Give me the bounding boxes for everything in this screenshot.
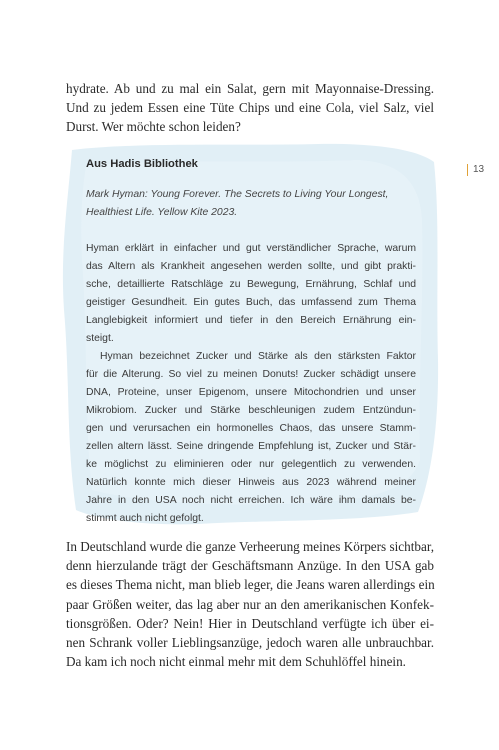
text-line: tionsgrößen. Oder? Nein! Hier in Deutschland verfügte ich über ei-	[66, 615, 434, 631]
book-review	[86, 240, 416, 528]
text-line: Durst. Wer möchte schon leiden?	[66, 119, 241, 135]
review-line: DNA, Proteine, unser Epigenom, unsere Mitochondrien und unser	[86, 387, 416, 398]
outro-paragraph	[66, 537, 434, 671]
citation-line: Healthiest Life. Yellow Kite 2023.	[86, 207, 238, 218]
text-line: paar Größen weiter, das lag aber nur an den amerikanischen Konfek-	[66, 596, 434, 612]
review-line: steigt.	[86, 333, 114, 344]
review-line: zellen altern lässt. Seine dringende Empfehlung ist, Zucker und Stär-	[86, 441, 416, 452]
box-heading: Aus Hadis Bibliothek	[86, 158, 198, 170]
review-line: Jahre in den USA noch nicht erreichen. Ich wäre ihm damals be-	[86, 495, 416, 506]
intro-paragraph	[66, 79, 434, 137]
review-line: stimmt auch nicht gefolgt.	[86, 513, 204, 524]
review-line: sche, detaillierte Ratschläge zu Bewegung, Ernährung, Schlaf und	[86, 279, 416, 290]
review-line: Hyman erklärt in einfacher und gut verständlicher Sprache, warum	[86, 243, 416, 254]
text-line: Da kam ich noch nicht einmal mehr mit dem Schuhlöffel hinein.	[66, 654, 406, 670]
text-line: es dieses Thema nicht, man blieb leger, die Jeans waren allerdings ein	[66, 577, 435, 593]
text-line: hydrate. Ab und zu mal ein Salat, gern mit Mayonnaise-Dressing.	[66, 81, 434, 96]
review-line: geistiger Gesundheit. Ein gutes Buch, das umfassend zum Thema	[86, 297, 416, 308]
review-line: ke möglichst zu eliminieren oder nur gelegentlich zu verwenden.	[86, 459, 416, 470]
review-line: gen und verursachen ein hormonelles Chaos, das unsere Stamm-	[86, 423, 416, 434]
text-line: In Deutschland wurde die ganze Verheerung meines Körpers sichtbar,	[66, 539, 434, 554]
review-line: Natürlich konnte mich dieser Hinweis aus 2023 während meiner	[86, 477, 416, 488]
page-number: 13	[467, 164, 484, 176]
text-line: denn hierzulande trägt der Geschäftsmann Anzüge. In den USA gab	[66, 558, 434, 574]
review-line: das Altern als Krankheit angesehen werden sollte, und gibt prakti-	[86, 261, 416, 272]
review-line: für die Alterung. So viel zu meinen Donuts! Zucker schädigt unsere	[86, 369, 416, 380]
book-recommendation-box	[86, 156, 416, 528]
review-line: Mikrobiom. Zucker und Stärke beschleunigen zudem Entzündun-	[86, 405, 416, 416]
review-line: Hyman bezeichnet Zucker und Stärke als den stärksten Faktor	[100, 351, 416, 362]
text-line: nen Schrank voller Lieblingsanzüge, jedoch waren alle unbrauchbar.	[66, 635, 434, 651]
text-line: Und zu jedem Essen eine Tüte Chips und eine Cola, viel Salz, viel	[66, 100, 434, 116]
book-citation	[86, 186, 416, 222]
review-line: Langlebigkeit informiert und tiefer in den Bereich Ernährung ein-	[86, 315, 416, 326]
citation-line: Mark Hyman: Young Forever. The Secrets to Living Your Longest,	[86, 189, 389, 200]
